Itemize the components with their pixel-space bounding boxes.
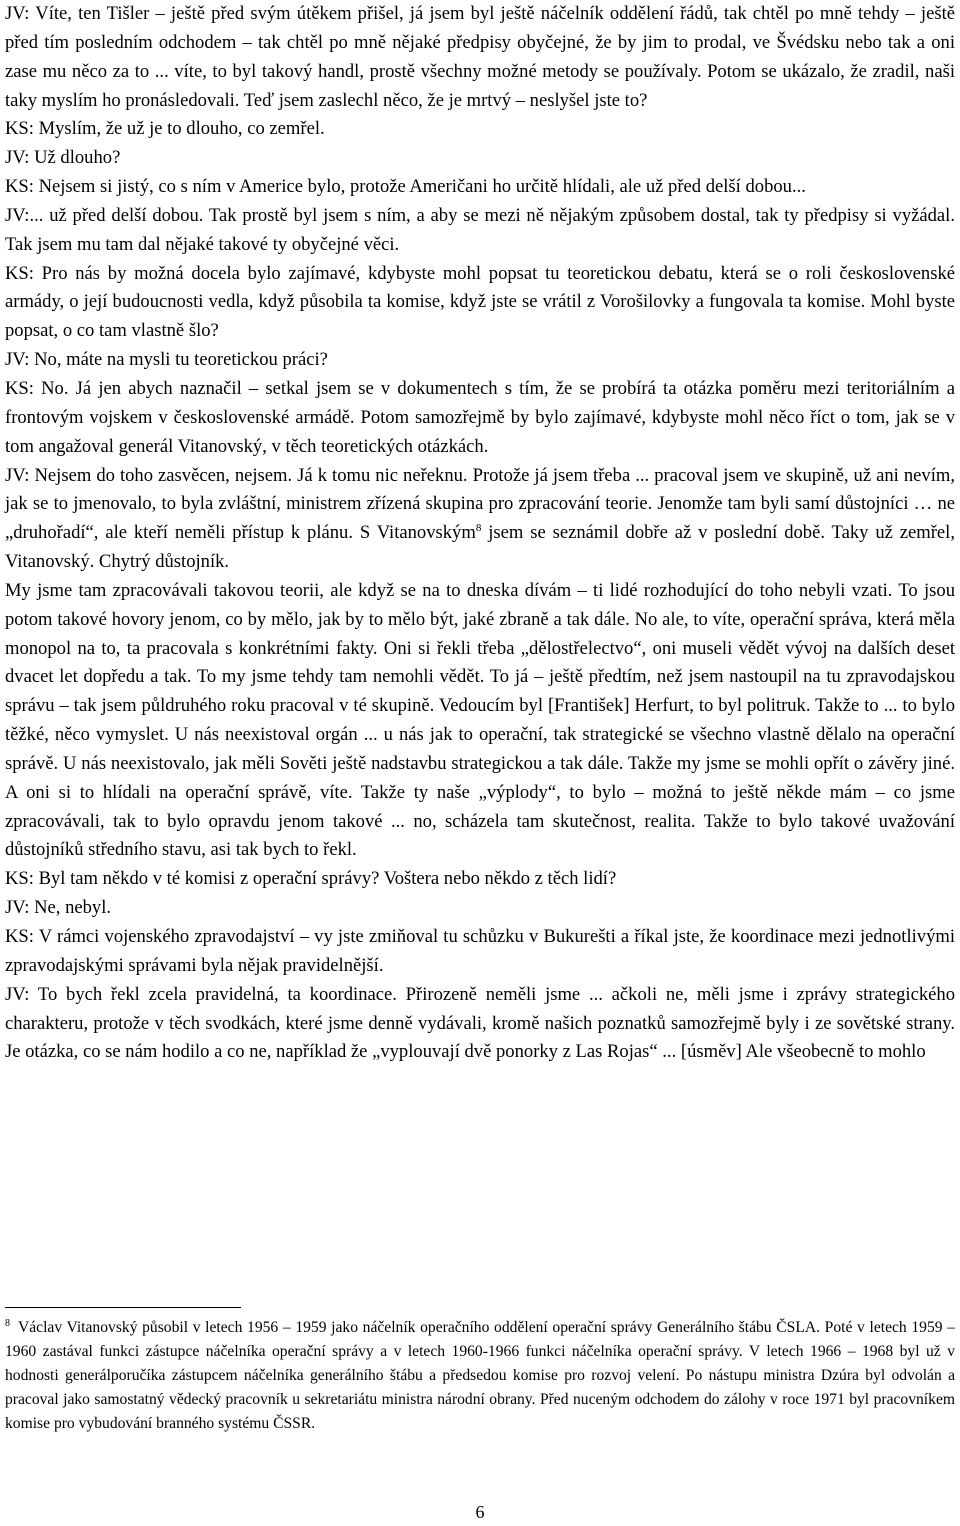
paragraph-text-after-footnote: jsem se seznámil dobře až v poslední době. Taky už zemřel, Vitanovský. Chytrý důstojník. bbox=[5, 522, 955, 573]
paragraph-jv-skupina bbox=[5, 462, 955, 577]
paragraph-jv-koordinace: JV: To bych řekl zcela pravidelná, ta koordinace. Přirozeně neměli jsme ... ačkoli ne, měli jsme i zprávy strategického charakteru, protože v těch svodkách, které jsme denně vydávali, kromě našich poznatků samozřejmě byly i ze sovětské strany. Je otázka, co se nám hodilo a co ne, například že „vyplouvají dvě ponorky z Las Rojas“ ... [úsměv] Ale všeobecně to mohlo bbox=[5, 983, 955, 1063]
paragraph-jv-predpisy: JV:... už před delší dobou. Tak prostě byl jsem s ním, a aby se mezi ně nějakým způsobem dostal, tak ty předpisy si vyžádal. Tak jsem mu tam dal nějaké takové ty obyčejné věci. bbox=[5, 204, 955, 255]
paragraph-ks-zemrel: KS: Myslím, že už je to dlouho, co zemřel. bbox=[5, 118, 325, 140]
document-body bbox=[5, 0, 955, 1067]
footnote-reference[interactable]: 8 bbox=[475, 522, 482, 535]
paragraph-text-before-footnote: JV: Nejsem do toho zasvěcen, nejsem. Já k tomu nic neřeknu. Protože já jsem třeba ... pracoval jsem ve skupině, už ani nevím, jak se to jmenovalo, to byla zvláštní, ministrem zřízená skupina pro zpracování teorie. Jenomže tam byli samí důstojníci … ne „druhořadí“, ale kteří neměli přístup k plánu. S Vitanovským bbox=[5, 464, 955, 544]
paragraph-ks-teritorialni-vojsko: KS: No. Já jen abych naznačil – setkal jsem se v dokumentech s tím, že se probírá ta otázka poměru mezi teritoriálním a frontovým vojskem v československé armádě. Potom samozřejmě by bylo zajímavé, kdybyste mohl něco říct o tom, jak se v tom angažoval generál Vitanovský, v těch teoretických otázkách. bbox=[5, 377, 955, 457]
footnote-text: Václav Vitanovský působil v letech 1956 – 1959 jako náčelník operačního oddělení operační správy Generálního štábu ČSLA. Poté v letech 1959 – 1960 zastával funkci zástupce náčelníka operační správy a v letech 1960-1966 funkci náčelníka operační správy. V letech 1966 – 1968 byl už v hodnosti generálporučíka zástupcem náčelníka generálního štábu a předsedou komise pro rozvoj velení. Po nástupu ministra Dzúra byl odvolán a pracoval jako samostatný vědecký pracovník u sekretariátu ministra národní obrany. Před nuceným odchodem do zálohy v roce 1971 byl pracovníkem komise pro vybudování branného systému ČSSR. bbox=[5, 1319, 955, 1433]
paragraph-teorie: My jsme tam zpracovávali takovou teorii, ale když se na to dneska dívám – ti lidé rozhodující do toho nebyli vzati. To jsou potom takové hovory jenom, co by mělo, jak by to mělo být, jaké zbraně a tak dále. No ale, to víte, operační správa, která měla monopol na to, ta pracovala s konkrétními fakty. Oni si řekli třeba „dělostřelectvo“, oni museli vědět vývoj na dalších deset dvacet let dopředu a tak. To my jsme tehdy tam nemohli vědět. To já – ještě předtím, než jsem nastoupil na tu zpravodajskou správu – tak jsem půldruhého roku pracoval v té skupině. Vedoucím byl [František] Herfurt, to byl politruk. Takže to ... to bylo těžké, něco vymyslet. U nás neexistoval orgán ... u nás jak to operační, tak strategické se všechno vlastně dělalo na operační správě. U nás neexistovalo, jak měli Sověti ještě nadstavbu strategickou a tak dále. Takže my jsme se mohli opřít o závěry jiné. A oni si to hlídali na operační správě, víte. Takže ty naše „výplody“, to bylo – možná to ještě někde mám – co jsme zpracovávali, tak to bylo opravdu jenom takové ... no, scházela tam skutečnost, realita. Takže to bylo takové uvažování důstojníků středního stavu, asi tak bych to řekl. bbox=[5, 579, 955, 861]
paragraph-jv-ne-nebyl: JV: Ne, nebyl. bbox=[5, 897, 112, 919]
paragraph-ks-komise: KS: Byl tam někdo v té komisi z operační správy? Voštera nebo někdo z těch lidí? bbox=[5, 868, 617, 890]
paragraph-jv-teoreticka-prace: JV: No, máte na mysli tu teoretickou práci? bbox=[5, 349, 328, 371]
paragraph-jv-tisler: JV: Víte, ten Tišler – ještě před svým útěkem přišel, já jsem byl ještě náčelník oddělení řádů, tak chtěl po mně tehdy – ještě před tím posledním odchodem – tak chtěl po mně nějaké předpisy obyčejné, že by jim to prodal, ve Švédsku nebo tak a oni zase mu něco za to ... víte, to byl takový handl, prostě všechny možné metody se používaly. Potom se ukázalo, že zradil, naši taky myslím ho pronásledovali. Teď jsem zaslechl něco, že je mrtvý – neslyšel jste to? bbox=[5, 3, 955, 111]
paragraph-jv-uz-dlouho: JV: Už dlouho? bbox=[5, 147, 121, 169]
footnote bbox=[5, 1316, 955, 1436]
footnote-separator bbox=[5, 1307, 241, 1308]
page-number: 6 bbox=[475, 1502, 485, 1522]
footnote-mark: 8 bbox=[5, 1318, 10, 1329]
paragraph-ks-bukurest: KS: V rámci vojenského zpravodajství – vy jste zmiňoval tu schůzku v Bukurešti a říkal jste, že koordinace mezi jednotlivými zpravodajskými správami byla nějak pravidelnější. bbox=[5, 926, 955, 976]
paragraph-ks-amerika: KS: Nejsem si jistý, co s ním v Americe bylo, protože Američani ho určitě hlídali, ale už před delší dobou... bbox=[5, 176, 806, 198]
paragraph-ks-teoreticka-debata: KS: Pro nás by možná docela bylo zajímavé, kdybyste mohl popsat tu teoretickou debatu, která se o roli československé armády, o její budoucnosti vedla, když působila ta komise, když jste se vrátil z Vorošilovky a fungovala ta komise. Mohl byste popsat, o co tam vlastně šlo? bbox=[5, 262, 955, 342]
